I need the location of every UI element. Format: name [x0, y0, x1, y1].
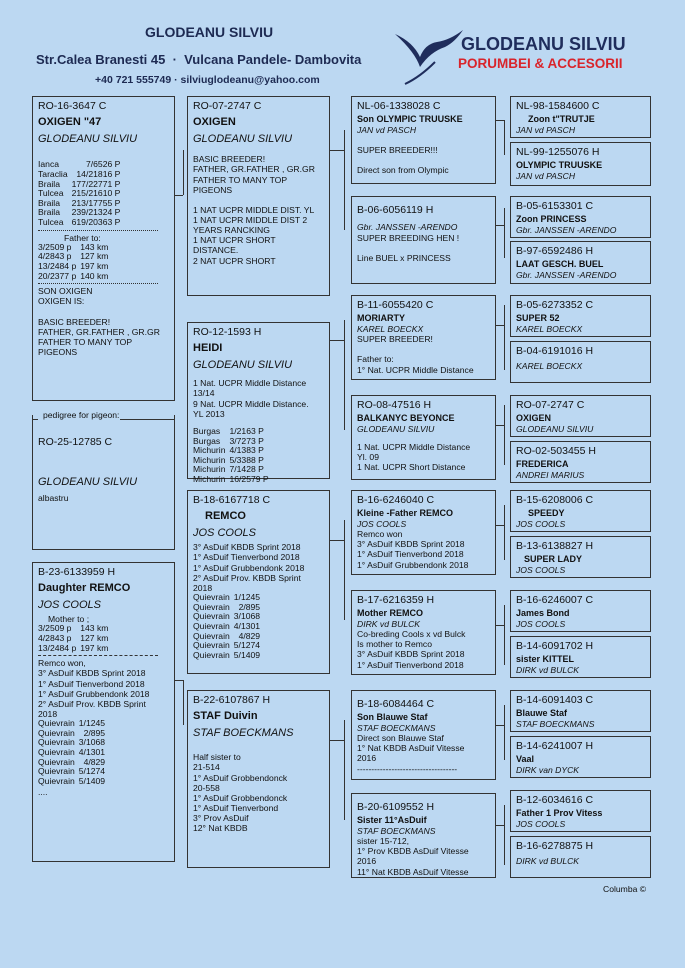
table-row: Quievrain 3/1068 [38, 737, 106, 748]
g3-owner: JOS COOLS [193, 527, 256, 540]
gggparent-card-6 [510, 341, 651, 383]
table-row: 13/2484 p 197 km [38, 261, 109, 272]
gg4-owner: GLODEANU SILVIU [357, 423, 435, 434]
pedigree-color: albastru [38, 493, 69, 504]
gg1-ring: NL-06-1338028 C [357, 100, 441, 112]
g2-ring: RO-12-1593 H [193, 326, 262, 338]
father-label: Father to: [64, 232, 101, 243]
ggg1-name: Zoon t"TRUTJE [528, 114, 595, 125]
ggg7-name: OXIGEN [516, 413, 552, 424]
gg4-name: BALKANYC BEYONCE [357, 413, 455, 424]
gg7-text: Direct son Blauwe Staf 1° Nat KBDB AsDuif Vitesse 2016 ----------------------------------- [357, 733, 465, 774]
gggparent-card-10 [510, 536, 651, 578]
brand-name: GLODEANU SILVIU [461, 34, 626, 54]
pigeon-name: OXIGEN "47 [38, 116, 102, 129]
ggg2-ring: NL-99-1255076 H [516, 146, 600, 158]
ggg14-name: Vaal [516, 754, 535, 765]
table-row: Quievrain 2/895 [193, 601, 261, 612]
gg1-name: Son OLYMPIC TRUUSKE [357, 114, 463, 125]
table-row: 13/2484 p 197 km [38, 642, 109, 653]
table-row: Quievrain 4/829 [38, 756, 106, 767]
pigeon-owner: GLODEANU SILVIU [38, 133, 138, 146]
gg6-name: Mother REMCO [357, 608, 423, 619]
pedigree-label-card [32, 410, 175, 550]
ggg12-name: sister KITTEL [516, 654, 575, 665]
ggg3-owner: Gbr. JANSSEN -ARENDO [516, 224, 617, 235]
table-row: Burgas 1/2163 P [193, 425, 264, 436]
table-row: Quievrain 4/829 [193, 630, 261, 641]
gg6-text: Co-breding Cools x vd Bulck Is mother to Remco 3° AsDuif KBDB Sprint 2018 1° AsDuif Tienverbond 2018 [357, 629, 466, 670]
g2-results [193, 427, 273, 485]
ggg16-owner: DIRK vd BULCK [516, 856, 580, 867]
ggg16-ring: B-16-6278875 H [516, 840, 594, 852]
gggparent-card-12 [510, 636, 651, 678]
table-row: Burgas 3/7273 P [193, 435, 264, 446]
ggparent-card-2 [351, 196, 496, 284]
gggparent-card-8 [510, 441, 651, 483]
ggparent-card-8 [351, 793, 496, 878]
ggg8-name: FREDERICA [516, 459, 569, 470]
ggg5-name: SUPER 52 [516, 313, 560, 324]
ggparent-card-6 [351, 590, 496, 675]
gg8-name: Sister 11°AsDuif [357, 815, 427, 826]
table-row: Braila 239/21324 P [38, 207, 121, 218]
pedigree-ring: RO-25-12785 C [38, 436, 113, 448]
pigeon-results [38, 160, 124, 227]
table-row: Tulcea 215/21610 P [38, 188, 121, 199]
ggg3-name: Zoon PRINCESS [516, 214, 587, 225]
gg7-ring: B-18-6084464 C [357, 698, 435, 710]
table-row: Quievrain 2/895 [38, 727, 106, 738]
g4-name: STAF Duivin [193, 710, 258, 723]
gg4-ring: RO-08-47516 H [357, 399, 432, 411]
ggg13-owner: STAF BOECKMANS [516, 718, 595, 729]
ggg5-owner: KAREL BOECKX [516, 323, 583, 334]
pigeon-card [32, 96, 175, 401]
gggparent-card-11 [510, 590, 651, 632]
g4-owner: STAF BOECKMANS [193, 727, 294, 740]
ggparent-card-4 [351, 395, 496, 480]
gg8-owner: STAF BOECKMANS [357, 825, 436, 836]
gggparent-card-15 [510, 790, 651, 832]
pedigree-owner: GLODEANU SILVIU [38, 476, 138, 489]
footer-credit: Columba © [603, 884, 647, 894]
g2-owner: GLODEANU SILVIU [193, 359, 293, 372]
gggparent-card-2 [510, 142, 651, 186]
gggparent-card-4 [510, 241, 651, 284]
table-row: Quievrain 1/1245 [38, 718, 106, 729]
dam-results [38, 719, 109, 786]
ggg11-owner: JOS COOLS [516, 618, 566, 629]
ggg1-ring: NL-98-1584600 C [516, 100, 600, 112]
ggg9-owner: JOS COOLS [516, 518, 566, 529]
table-row: Quievrain 4/1301 [38, 747, 106, 758]
table-row: Michurin 4/1383 P [193, 445, 264, 456]
table-row: Quievrain 5/1274 [193, 640, 261, 651]
grandparent-card-3 [187, 490, 330, 674]
breeder-address: Str.Calea Branesti 45 · Vulcana Pandele- Dambovita [36, 52, 362, 67]
ggg8-ring: RO-02-503455 H [516, 445, 596, 457]
gg3-owner: KAREL BOECKX [357, 323, 424, 334]
gg3-name: MORIARTY [357, 313, 405, 324]
gggparent-card-14 [510, 736, 651, 778]
ggg5-ring: B-05-6273352 C [516, 299, 594, 311]
table-row: Michurin 5/3388 P [193, 454, 264, 465]
table-row: 4/2843 p 127 km [38, 251, 109, 262]
ggg4-ring: B-97-6592486 H [516, 245, 594, 257]
mother-results [38, 624, 112, 653]
ggg9-ring: B-15-6208006 C [516, 494, 594, 506]
g1-name: OXIGEN [193, 116, 236, 129]
son-text: SON OXIGEN OXIGEN IS: [38, 286, 93, 307]
g3-text1: 3° AsDuif KBDB Sprint 2018 1° AsDuif Tienverbond 2018 1° AsDuif Grubbendonk 2018 2° AsDuif Prov. KBDB Sprint 2018 [193, 542, 305, 593]
ggg10-name: SUPER LADY [524, 554, 583, 565]
ggg13-ring: B-14-6091403 C [516, 694, 594, 706]
pedigree-title: pedigree for pigeon: [43, 410, 120, 420]
gg8-text: sister 15-712, 1° Prov KBDB AsDuif Vitesse 2016 11° Nat KBDB AsDuif Vitesse [357, 836, 469, 877]
pigeon-ring: RO-16-3647 C [38, 100, 107, 112]
dam-owner: JOS COOLS [38, 599, 101, 612]
gg5-owner: JOS COOLS [357, 518, 407, 529]
table-row: Braila 177/22771 P [38, 178, 121, 189]
g1-ring: RO-07-2747 C [193, 100, 262, 112]
g1-text1: BASIC BREEDER! FATHER, GR.FATHER , GR.GR FATHER TO MANY TOP PIGEONS [193, 154, 315, 195]
gggparent-card-5 [510, 295, 651, 337]
table-row: Quievrain 1/1245 [193, 592, 261, 603]
ggg10-owner: JOS COOLS [516, 564, 566, 575]
gg1-text: SUPER BREEDER!!! Direct son from Olympic [357, 145, 449, 176]
ggg11-ring: B-16-6246007 C [516, 594, 594, 606]
table-row: Michurin 7/1428 P [193, 464, 264, 475]
gggparent-card-1 [510, 96, 651, 138]
ggg3-ring: B-05-6153301 C [516, 200, 594, 212]
dam-name: Daughter REMCO [38, 582, 131, 595]
brand-subtitle: PORUMBEI & ACCESORII [458, 56, 623, 71]
ggg8-owner: ANDREI MARIUS [516, 469, 585, 480]
remco-text: Remco won, 3° AsDuif KBDB Sprint 2018 1° AsDuif Tienverbond 2018 1° AsDuif Grubbendonk 2018 2° AsDuif Prov. KBDB Sprint 2018 [38, 658, 150, 720]
ggg11-name: James Bond [516, 608, 570, 619]
g4-text1: Half sister to 21-514 1° AsDuif Grobbendonck 20-558 1° AsDuif Grobbendonck 1° AsDuif Tienverbond 3° Prov AsDuif 12° Nat KBDB [193, 752, 288, 834]
ggg14-ring: B-14-6241007 H [516, 740, 594, 752]
table-row: Michurin 16/2579 P [193, 474, 269, 484]
grandparent-card-2 [187, 322, 330, 484]
gg4-text: 1 Nat. UCPR Middle Distance Yl. 09 1 Nat. UCPR Short Distance [357, 442, 471, 473]
ggg6-ring: B-04-6191016 H [516, 345, 594, 357]
ggg15-ring: B-12-6034616 C [516, 794, 594, 806]
ggg6-owner: KAREL BOECKX [516, 361, 583, 372]
ggg7-owner: GLODEANU SILVIU [516, 423, 594, 434]
gggparent-card-13 [510, 690, 651, 732]
ggparent-card-1 [351, 96, 496, 184]
gg2-text: SUPER BREEDING HEN ! Line BUEL x PRINCESS [357, 232, 460, 263]
table-row: Ianca 7/6526 P [38, 159, 121, 170]
table-row: Tulcea 619/20363 P [38, 217, 121, 228]
ggg13-name: Blauwe Staf [516, 708, 568, 719]
gggparent-card-7 [510, 395, 651, 437]
gg7-owner: STAF BOECKMANS [357, 722, 436, 733]
gg6-ring: B-17-6216359 H [357, 594, 435, 606]
ggg4-name: LAAT GESCH. BUEL [516, 259, 604, 270]
gg2-ring: B-06-6056119 H [357, 204, 434, 216]
gg3-text: SUPER BREEDER! Father to: 1° Nat. UCPR Middle Distance [357, 334, 474, 375]
g3-name: REMCO [205, 510, 246, 523]
g1-text2: 1 NAT UCPR MIDDLE DIST. YL 1 NAT UCPR MIDDLE DIST 2 YEARS RANCKING 1 NAT UCPR SHORT DISTANCE. 2 NAT UCPR SHORT [193, 204, 315, 266]
ggparent-card-5 [351, 490, 496, 575]
grandparent-card-4 [187, 690, 330, 868]
table-row: 3/2509 p 143 km [38, 241, 109, 252]
gg3-ring: B-11-6055420 C [357, 299, 434, 311]
gggparent-card-9 [510, 490, 651, 532]
g4-ring: B-22-6107867 H [193, 694, 271, 706]
g3-ring: B-18-6167718 C [193, 494, 271, 506]
mother-label: Mother to ; [48, 614, 90, 625]
grandparent-card-1 [187, 96, 330, 296]
gg5-ring: B-16-6246040 C [357, 494, 435, 506]
g1-owner: GLODEANU SILVIU [193, 133, 293, 146]
g2-text1: 1 Nat. UCPR Middle Distance 13/14 9 Nat. UCPR Middle Distance. YL 2013 [193, 378, 309, 419]
ggg15-name: Father 1 Prov Vitess [516, 808, 603, 819]
table-row: Quievrain 5/1409 [193, 649, 261, 660]
ggg14-owner: DIRK van DYCK [516, 764, 580, 775]
table-row: Quievrain 5/1409 [38, 775, 106, 786]
gggparent-card-16 [510, 836, 651, 878]
ggg4-owner: Gbr. JANSSEN -ARENDO [516, 269, 617, 280]
g3-results [193, 593, 264, 660]
g2-name: HEIDI [193, 342, 223, 355]
table-row: 20/2377 p 140 km [38, 270, 109, 281]
father-results [38, 243, 112, 282]
ggparent-card-3 [351, 295, 496, 380]
breeder-text: BASIC BREEDER! FATHER, GR.FATHER , GR.GR FATHER TO MANY TOP PIGEONS [38, 316, 160, 358]
ggg9-name: SPEEDY [528, 508, 565, 519]
gg5-name: Kleine -Father REMCO [357, 508, 454, 519]
ggg12-owner: DIRK vd BULCK [516, 664, 580, 675]
ggg2-name: OLYMPIC TRUUSKE [516, 160, 603, 171]
gg5-text: Remco won 3° AsDuif KBDB Sprint 2018 1° AsDuif Tienverbond 2018 1° AsDuif Grubbendonk 2018 [357, 529, 469, 570]
table-row: 3/2509 p 143 km [38, 623, 109, 634]
gg2-owner: Gbr. JANSSEN -ARENDO [357, 222, 458, 233]
dam-card [32, 562, 175, 862]
table-row: Taraclia 14/21816 P [38, 168, 121, 179]
dam-ring: B-23-6133959 H [38, 566, 116, 578]
table-row: Braila 213/17755 P [38, 197, 121, 208]
table-row: 4/2843 p 127 km [38, 633, 109, 644]
gg7-name: Son Blauwe Staf [357, 712, 428, 723]
ggg15-owner: JOS COOLS [516, 818, 566, 829]
ggg2-owner: JAN vd PASCH [516, 170, 576, 181]
breeder-contact: +40 721 555749 · silviuglodeanu@yahoo.com [95, 74, 320, 86]
gg8-ring: B-20-6109552 H [357, 801, 435, 813]
ggg12-ring: B-14-6091702 H [516, 640, 594, 652]
gggparent-card-3 [510, 196, 651, 238]
table-row: Quievrain 3/1068 [193, 611, 261, 622]
gg6-owner: DIRK vd BULCK [357, 618, 421, 629]
dam-dots: .... [38, 786, 48, 797]
ggg7-ring: RO-07-2747 C [516, 399, 585, 411]
ggg10-ring: B-13-6138827 H [516, 540, 594, 552]
ggparent-card-7 [351, 690, 496, 780]
breeder-name: GLODEANU SILVIU [145, 24, 274, 40]
ggg1-owner: JAN vd PASCH [516, 124, 576, 135]
table-row: Quievrain 5/1274 [38, 766, 106, 777]
gg1-owner: JAN vd PASCH [357, 124, 417, 135]
table-row: Quievrain 4/1301 [193, 620, 261, 631]
